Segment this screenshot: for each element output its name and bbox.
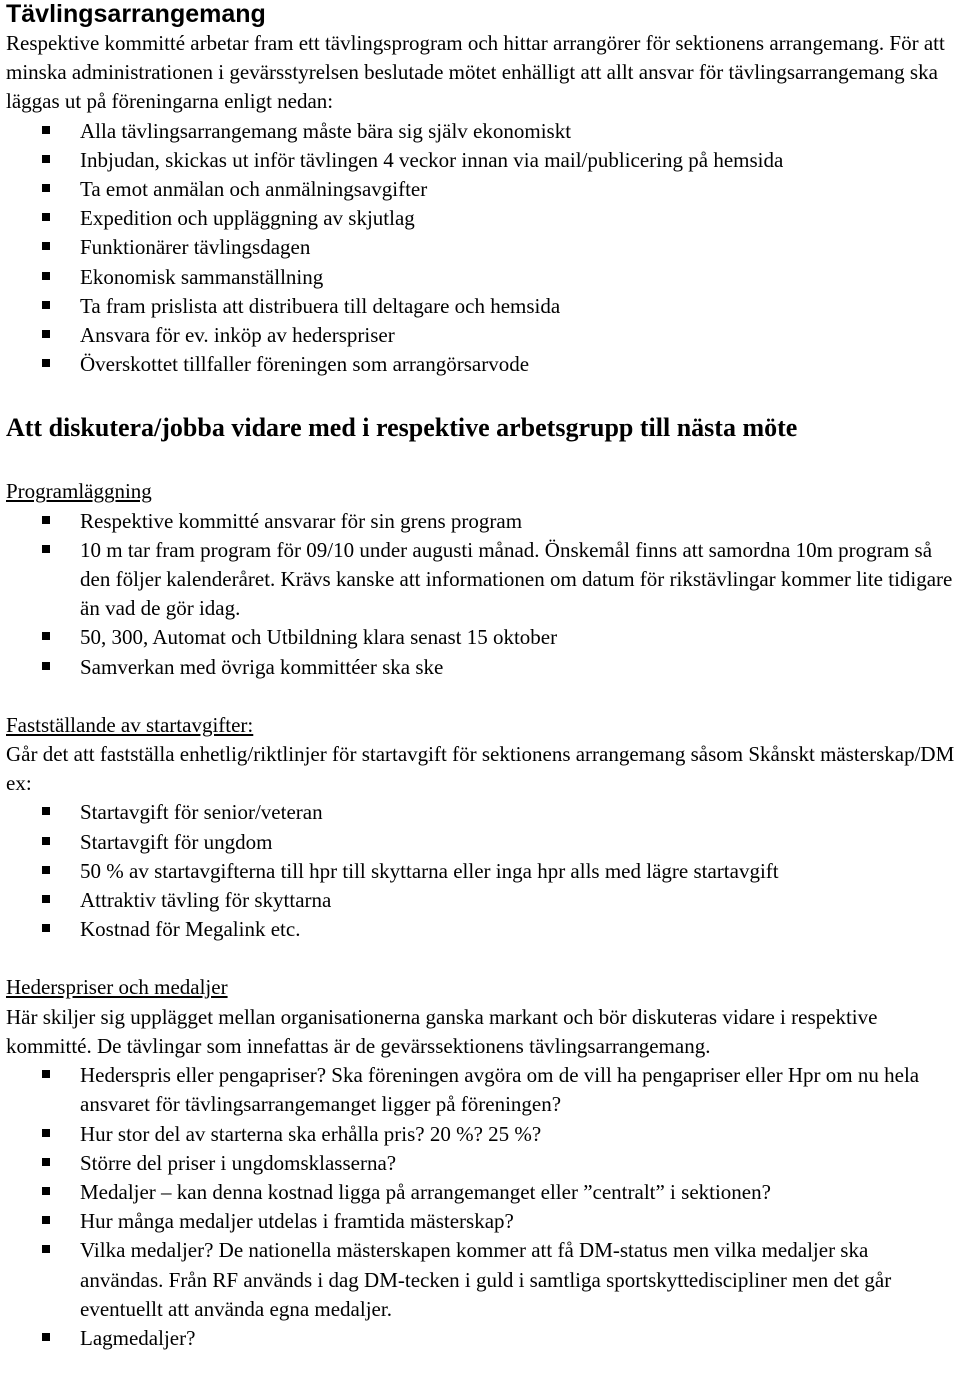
bullet-square-icon (42, 662, 50, 670)
fees-bullet-list (6, 798, 956, 944)
bullet-square-icon (42, 184, 50, 192)
bullet-square-icon (42, 807, 50, 815)
spacer (6, 944, 956, 973)
list-item: Medaljer – kan denna kostnad ligga på arrangemanget eller ”centralt” i sektionen? (6, 1178, 956, 1207)
section-heading: Att diskutera/jobba vidare med i respektive arbetsgrupp till nästa möte (6, 413, 798, 443)
intro-bullet-list (6, 117, 956, 380)
list-item: Hederspris eller pengapriser? Ska föreningen avgöra om de vill ha pengapriser eller Hpr om nu hela ansvaret för tävlingsarrangemanget ligger på föreningen? (6, 1061, 956, 1119)
bullet-square-icon (42, 632, 50, 640)
list-item: Lagmedaljer? (6, 1324, 956, 1353)
bullet-square-icon (42, 359, 50, 367)
program-bullet-list (6, 507, 956, 682)
document-page (6, 0, 956, 1353)
prizes-paragraph: Här skiljer sig upplägget mellan organisationerna ganska markant och bör diskuteras vidare i respektive kommitté. De tävlingar som innefattas är de gevärssektionens tävlingsarrangemang. (6, 1004, 878, 1058)
list-item: 50, 300, Automat och Utbildning klara senast 15 oktober (6, 623, 956, 652)
list-item: Attraktiv tävling för skyttarna (6, 886, 956, 915)
bullet-square-icon (42, 1187, 50, 1195)
bullet-square-icon (42, 1245, 50, 1253)
list-item: Hur stor del av starterna ska erhålla pris? 20 %? 25 %? (6, 1120, 956, 1149)
list-item: Ansvara för ev. inköp av hederspriser (6, 321, 956, 350)
list-item: 10 m tar fram program för 09/10 under augusti månad. Önskemål finns att samordna 10m program så den följer kalenderåret. Krävs kanske att informationen om datum för rikstävlingar kommer lite tidigare än vad de gör idag. (6, 536, 956, 624)
list-item: Överskottet tillfaller föreningen som arrangörsarvode (6, 350, 956, 379)
list-item: Funktionärer tävlingsdagen (6, 233, 956, 262)
prizes-bullet-list (6, 1061, 956, 1353)
bullet-square-icon (42, 866, 50, 874)
list-item: Respektive kommitté ansvarar för sin grens program (6, 507, 956, 536)
bullet-square-icon (42, 330, 50, 338)
bullet-square-icon (42, 1158, 50, 1166)
bullet-square-icon (42, 126, 50, 134)
spacer (6, 379, 956, 413)
bullet-square-icon (42, 155, 50, 163)
list-item: 50 % av startavgifterna till hpr till skyttarna eller inga hpr alls med lägre startavgift (6, 857, 956, 886)
intro-paragraph: Respektive kommitté arbetar fram ett tävlingsprogram och hittar arrangörer för sektionens arrangemang. För att minska administrationen i gevärsstyrelsen beslutade mötet enhälligt att allt ansvar för tävlingsarrangemang ska läggas ut på föreningarna enligt nedan: (6, 31, 945, 114)
bullet-square-icon (42, 516, 50, 524)
spacer (6, 682, 956, 711)
bullet-square-icon (42, 301, 50, 309)
bullet-square-icon (42, 242, 50, 250)
fees-heading: Fastställande av startavgifter: (6, 712, 254, 737)
bullet-square-icon (42, 1333, 50, 1341)
bullet-square-icon (42, 213, 50, 221)
spacer (6, 443, 956, 477)
bullet-square-icon (42, 924, 50, 932)
list-item: Ta fram prislista att distribuera till deltagare och hemsida (6, 292, 956, 321)
list-item: Expedition och uppläggning av skjutlag (6, 204, 956, 233)
bullet-square-icon (42, 1070, 50, 1078)
bullet-square-icon (42, 545, 50, 553)
list-item: Ta emot anmälan och anmälningsavgifter (6, 175, 956, 204)
list-item: Inbjudan, skickas ut inför tävlingen 4 veckor innan via mail/publicering på hemsida (6, 146, 956, 175)
bullet-square-icon (42, 1216, 50, 1224)
list-item: Alla tävlingsarrangemang måste bära sig själv ekonomiskt (6, 117, 956, 146)
bullet-square-icon (42, 272, 50, 280)
list-item: Ekonomisk sammanställning (6, 263, 956, 292)
fees-paragraph: Går det att fastställa enhetlig/riktlinjer för startavgift för sektionens arrangemang såsom Skånskt mästerskap/DM ex: (6, 742, 955, 796)
list-item: Kostnad för Megalink etc. (6, 915, 956, 944)
list-item: Startavgift för senior/veteran (6, 798, 956, 827)
list-item: Samverkan med övriga kommittéer ska ske (6, 653, 956, 682)
list-item: Större del priser i ungdomsklasserna? (6, 1149, 956, 1178)
program-heading: Programläggning (6, 479, 152, 504)
bullet-square-icon (42, 895, 50, 903)
bullet-square-icon (42, 1129, 50, 1137)
bullet-square-icon (42, 837, 50, 845)
document-title: Tävlingsarrangemang (6, 0, 266, 28)
list-item: Startavgift för ungdom (6, 828, 956, 857)
prizes-heading: Hederspriser och medaljer (6, 975, 228, 1000)
list-item: Vilka medaljer? De nationella mästerskapen kommer att få DM-status men vilka medaljer ska användas. Från RF används i dag DM-tecken i guld i samtliga sportskyttediscipliner men det går eventuellt att använda egna medaljer. (6, 1236, 956, 1324)
list-item: Hur många medaljer utdelas i framtida mästerskap? (6, 1207, 956, 1236)
